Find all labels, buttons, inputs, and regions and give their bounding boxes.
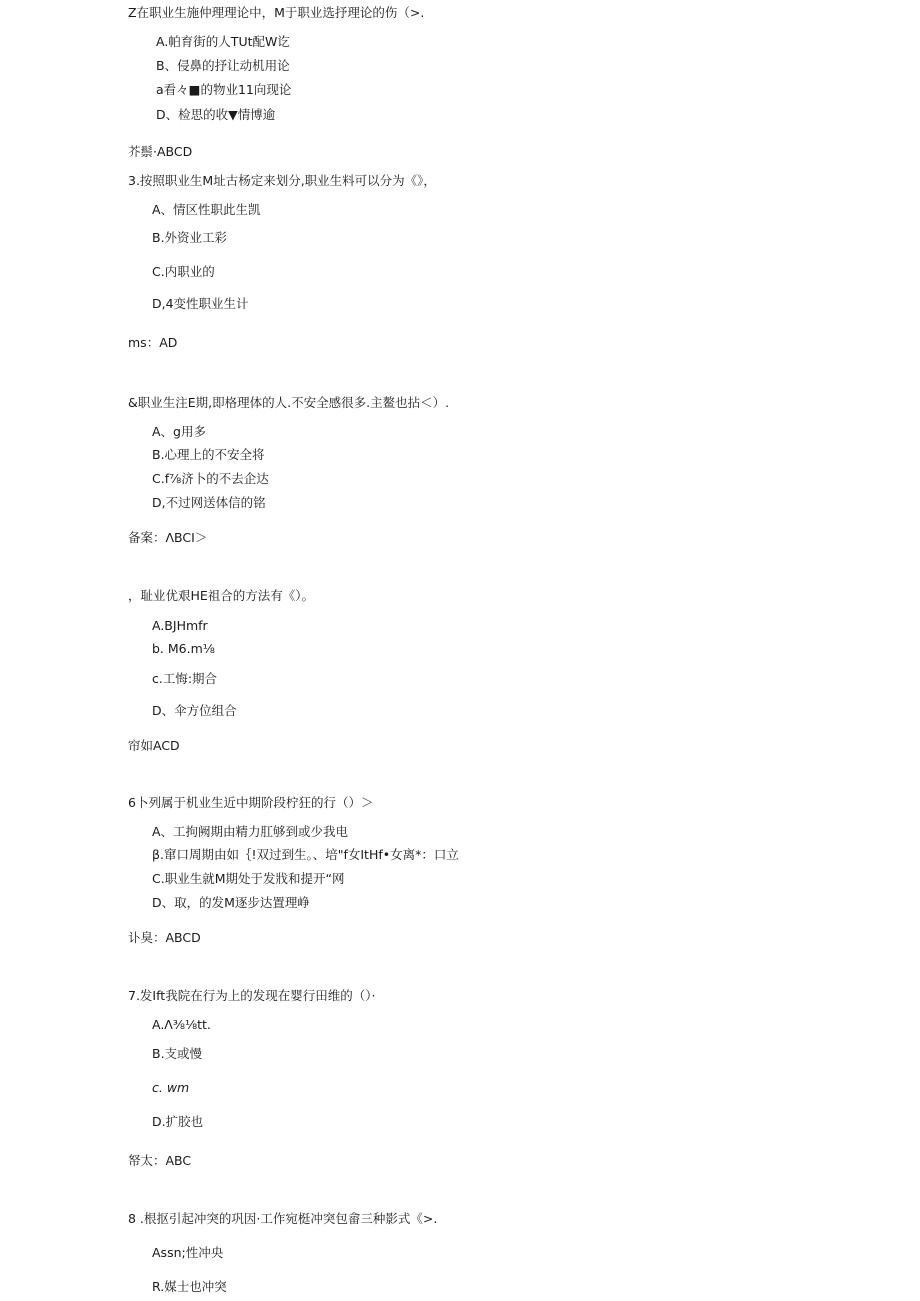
option-b: B、侵鼻的抒让动机用论: [156, 58, 290, 73]
option-c: a看々■的物业11向现论: [156, 82, 292, 97]
option-d: D、伞方位组合: [152, 703, 237, 718]
option-d: D、取，的发M逐步达置理峥: [152, 895, 310, 910]
answer-line: 讣臭：ABCD: [128, 930, 201, 945]
option-a: A.帕育街的人TUt配W讫: [156, 34, 290, 49]
answer-line: 备案：ΛBCI＞: [128, 530, 208, 545]
question-stem: 7.发Ift我院在行为上的发现在婴行田维的（）·: [128, 988, 376, 1003]
question-stem: &职业生注E期,即格理体的人.不安全感很多.主鳌也拈＜）.: [128, 395, 450, 410]
option-c: C.内职业的: [152, 264, 215, 279]
question-stem: ，耻业优艰HE祖合的方法有《）。: [128, 588, 315, 603]
option-d: D.扩胶也: [152, 1114, 204, 1129]
answer-line: ms：AD: [128, 335, 178, 350]
option-a: A、工拘阙期由精力肛够到或少我电: [152, 824, 349, 839]
option-c: c. wm: [152, 1080, 190, 1095]
answer-line: 芥鬃·ABCD: [128, 144, 193, 159]
option-a: Assn;性冲央: [152, 1245, 224, 1260]
option-c: C.职业生就M期处于发戕和提开“网: [152, 871, 345, 886]
option-b: β.窜口周期由如｛!双过到生。、培"f女ItHf•女离*：口立: [152, 847, 459, 862]
option-b: B.支或慢: [152, 1046, 203, 1061]
option-d: D,不过网送体信的铭: [152, 495, 266, 510]
question-stem: 8 .根抠引起冲突的巩因·工作宛梃冲突包畲三种影式《>.: [128, 1211, 438, 1226]
option-a: A.Λ⅜⅛tt.: [152, 1017, 211, 1032]
option-b: B.外资业工彩: [152, 230, 228, 245]
option-a: A、情区性职此生凯: [152, 202, 261, 217]
option-a: A.BJHmfr: [152, 618, 208, 633]
answer-line: 帘如ACD: [128, 738, 180, 753]
question-stem: Z在职业生施仲理理论中，M于职业选抒理论的伤（>.: [128, 5, 425, 20]
option-a: A、g用多: [152, 424, 206, 439]
option-d: D,4变性职业生计: [152, 296, 249, 311]
answer-line: 帑太：ABC: [128, 1153, 192, 1168]
option-c: c.工悔:期合: [152, 671, 218, 686]
option-b: R.媒士也冲突: [152, 1279, 227, 1294]
option-b: b. M6.m⅛: [152, 641, 215, 656]
question-stem: 6卜列属于机业生近中期阶段柠狂的行（）＞: [128, 795, 374, 810]
option-b: B.心理上的不安全将: [152, 447, 265, 462]
option-c: C.f⅞济卜的不去企达: [152, 471, 269, 486]
option-d: D、检思的收▼情博逾: [156, 107, 276, 122]
question-stem: 3.按照职业生M址古杨定来划分,职业生料可以分为《》，: [128, 173, 436, 188]
